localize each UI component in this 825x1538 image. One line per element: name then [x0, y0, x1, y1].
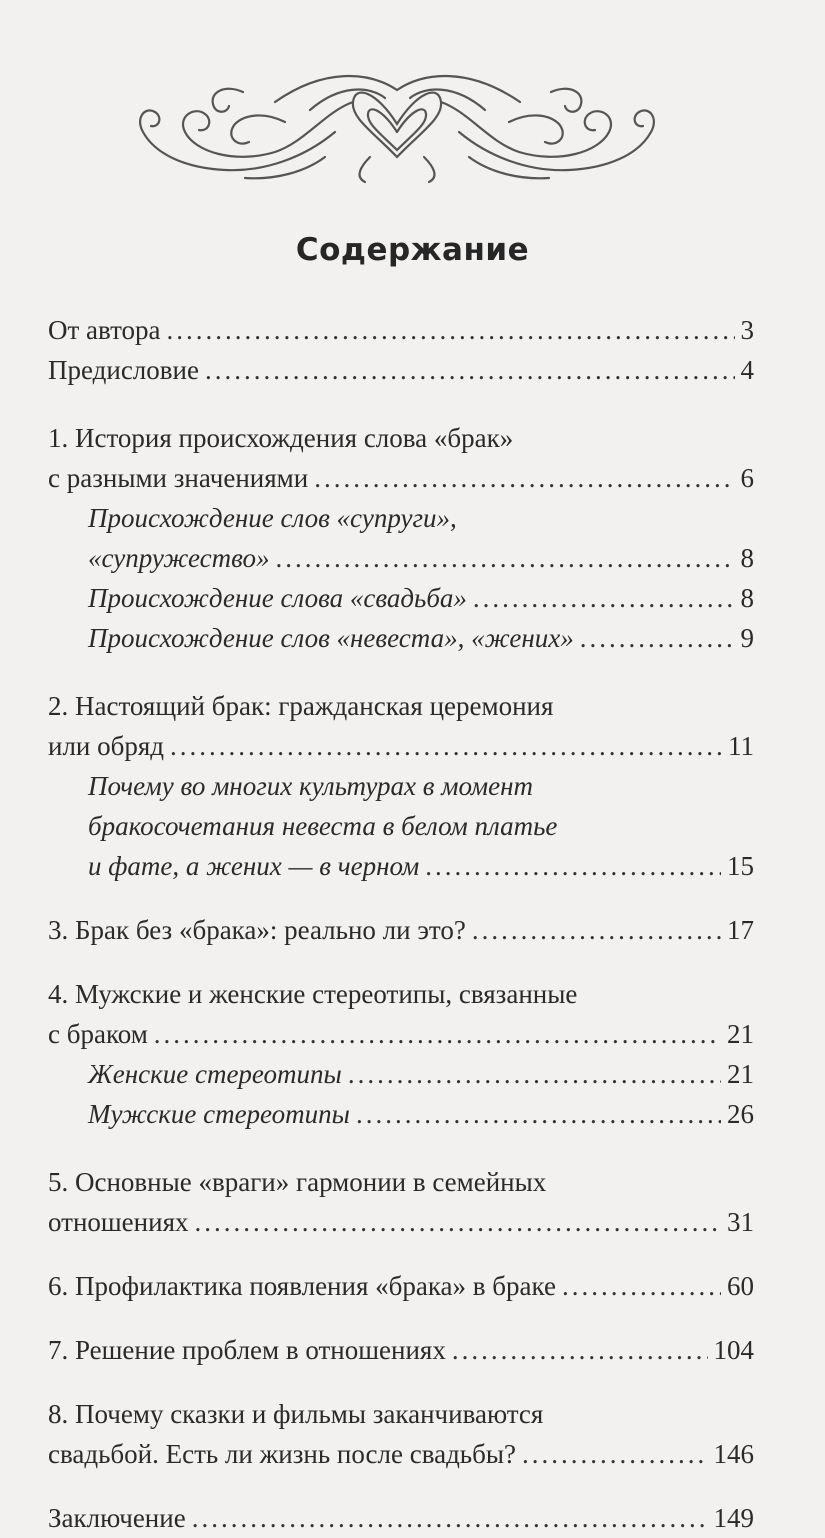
toc-page-number: 11 [728, 731, 754, 761]
toc-entry [48, 350, 754, 390]
toc-entry [48, 310, 754, 350]
dot-leader [192, 1498, 708, 1538]
toc-page-number: 15 [727, 851, 754, 881]
toc-entry-title: Предисловие [48, 355, 199, 385]
dot-leader [452, 1330, 708, 1370]
toc-page-number: 4 [740, 355, 754, 385]
table-of-contents [48, 310, 754, 1538]
dot-leader [580, 618, 735, 658]
toc-subentry [48, 618, 754, 658]
dot-leader [194, 1202, 721, 1242]
dot-leader [314, 458, 734, 498]
toc-page-number: 149 [713, 1503, 754, 1533]
toc-entry-title: Мужские стереотипы [88, 1099, 350, 1129]
toc-entry [48, 1014, 754, 1054]
toc-entry-title: 7. Решение проблем в отношениях [48, 1335, 446, 1365]
toc-entry-title: и фате, а жених — в черном [88, 851, 420, 881]
toc-entry [48, 1330, 754, 1370]
toc-subentry [48, 846, 754, 886]
toc-entry [48, 1266, 754, 1306]
toc-subentry [48, 1054, 754, 1094]
dot-leader [275, 538, 734, 578]
toc-subentry-line: Почему во многих культурах в момент [88, 771, 534, 801]
dot-leader [170, 726, 722, 766]
toc-page-number: 21 [727, 1059, 754, 1089]
toc-page-number: 104 [713, 1335, 754, 1365]
toc-entry-title: От автора [48, 315, 161, 345]
toc-subentry [48, 578, 754, 618]
page-title: Содержание [295, 232, 530, 268]
dot-leader [425, 846, 721, 886]
dot-leader [205, 350, 735, 390]
dot-leader [522, 1434, 708, 1474]
toc-page-number: 6 [740, 463, 754, 493]
toc-entry-title: Заключение [48, 1503, 186, 1533]
toc-entry-title: с разными значениями [48, 463, 309, 493]
toc-page-number: 3 [740, 315, 754, 345]
toc-entry-title: Происхождение слов «невеста», «жених» [88, 623, 574, 653]
toc-entry [48, 1202, 754, 1242]
toc-entry [48, 1498, 754, 1538]
toc-entry-title: «супружество» [88, 543, 270, 573]
dot-leader [473, 578, 735, 618]
toc-subentry [48, 538, 754, 578]
toc-subentry-line: бракосочетания невеста в белом платье [88, 811, 558, 841]
dot-leader [356, 1094, 721, 1134]
dot-leader [562, 1266, 721, 1306]
toc-entry [48, 726, 754, 766]
toc-entry-line: 4. Мужские и женские стереотипы, связанные [48, 979, 578, 1009]
toc-entry-title: свадьбой. Есть ли жизнь после свадьбы? [48, 1439, 516, 1469]
toc-entry-title: или обряд [48, 731, 165, 761]
dot-leader [167, 310, 735, 350]
toc-subentry [48, 1094, 754, 1134]
toc-entry-line: 8. Почему сказки и фильмы заканчиваются [48, 1399, 544, 1429]
decorative-ornament [125, 62, 670, 187]
toc-page-number: 17 [727, 915, 754, 945]
toc-entry-line: 5. Основные «враги» гармонии в семейных [48, 1167, 547, 1197]
toc-subentry-line: Происхождение слов «супруги», [88, 503, 457, 533]
dot-leader [154, 1014, 721, 1054]
toc-entry-line: 2. Настоящий брак: гражданская церемония [48, 691, 554, 721]
dot-leader [348, 1054, 721, 1094]
toc-entry-title: 3. Брак без «брака»: реально ли это? [48, 915, 466, 945]
toc-page-number: 31 [727, 1207, 754, 1237]
toc-entry-title: Происхождение слова «свадьба» [88, 583, 467, 613]
toc-page-number: 8 [740, 543, 754, 573]
toc-entry-title: 6. Профилактика появления «брака» в браке [48, 1271, 556, 1301]
toc-entry [48, 910, 754, 950]
toc-page-number: 9 [740, 623, 754, 653]
toc-entry [48, 1434, 754, 1474]
toc-page-number: 60 [727, 1271, 754, 1301]
toc-page-number: 8 [740, 583, 754, 613]
toc-page-number: 146 [713, 1439, 754, 1469]
toc-page-number: 21 [727, 1019, 754, 1049]
dot-leader [472, 910, 721, 950]
toc-entry-title: Женские стереотипы [88, 1059, 342, 1089]
toc-entry-title: отношениях [48, 1207, 189, 1237]
toc-page-number: 26 [727, 1099, 754, 1129]
toc-entry-title: с браком [48, 1019, 148, 1049]
toc-entry [48, 458, 754, 498]
toc-entry-line: 1. История происхождения слова «брак» [48, 423, 514, 453]
